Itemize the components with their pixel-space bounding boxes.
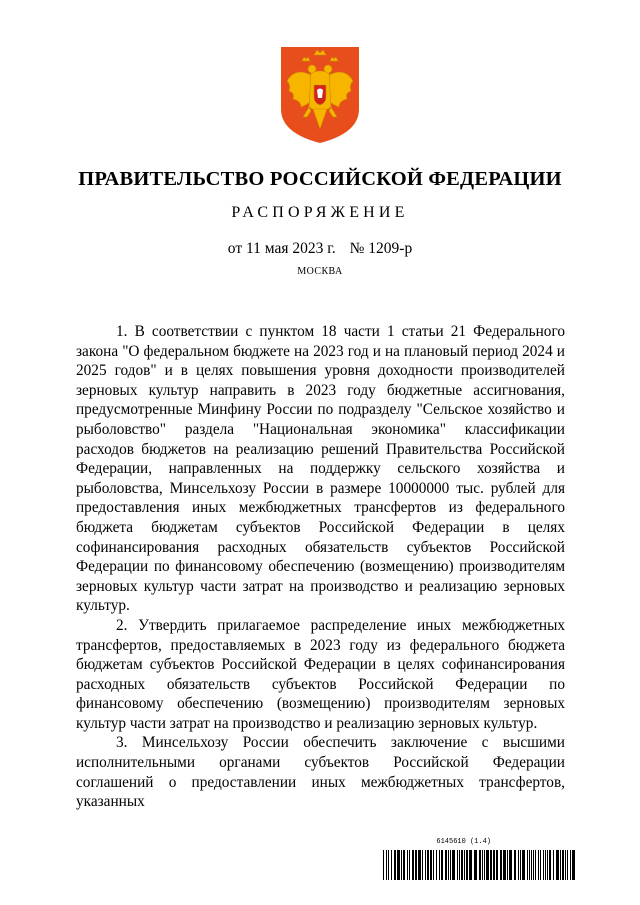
document-number: 1209-р xyxy=(368,240,413,257)
barcode-number: 6145610 (1.4) xyxy=(436,838,491,846)
paragraph-3: 3. Минсельхозу России обеспечить заключение с высшими исполнительными органами субъектов Российской Федерации соглашений о предоставлении иных межбюджетных трансфертов, указанных xyxy=(76,734,565,811)
city: МОСКВА xyxy=(297,266,343,277)
number-sign: № xyxy=(349,240,365,257)
date-and-number xyxy=(0,240,640,258)
barcode-block xyxy=(383,838,575,882)
document-body xyxy=(76,322,565,812)
barcode-icon xyxy=(383,850,575,880)
coat-of-arms-icon xyxy=(277,45,363,145)
document-type: РАСПОРЯЖЕНИЕ xyxy=(231,204,409,221)
paragraph-1: 1. В соответствии с пунктом 18 части 1 статьи 21 Федерального закона "О федеральном бюджете на 2023 год и на плановый период 2024 и 2025 годов" и в целях повышения уровня доходности производителей зерновых культур направить в 2023 году бюджетные ассигнования, предусмотренные Минфину России по подразделу "Сельское хозяйство и рыболовство" раздела "Национальная экономика" классификации расходов бюджетов на реализацию решений Правительства Российской Федерации, направленных на поддержку сельского хозяйства и рыболовства, Минсельхозу России в размере 10000000 тыс. рублей для предоставления иных межбюджетных трансфертов из федерального бюджета бюджетам субъектов Российской Федерации в целях софинансирования расходных обязательств субъектов Российской Федерации по финансовому обеспечению (возмещению) производителям зерновых культур части затрат на производство и реализацию зерновых культур. xyxy=(76,323,565,615)
document-date: от 11 мая 2023 г. xyxy=(227,240,336,257)
government-title: ПРАВИТЕЛЬСТВО РОССИЙСКОЙ ФЕДЕРАЦИИ xyxy=(78,168,562,190)
paragraph-2: 2. Утвердить прилагаемое распределение иных межбюджетных трансфертов, предоставляемых в 2023 году из федерального бюджета бюджетам субъектов Российской Федерации в целях софинансирования расходных обязательств субъектов Российской Федерации по финансовому обеспечению (возмещению) производителям зерновых культур части затрат на производство и реализацию зерновых культур. xyxy=(76,616,565,732)
